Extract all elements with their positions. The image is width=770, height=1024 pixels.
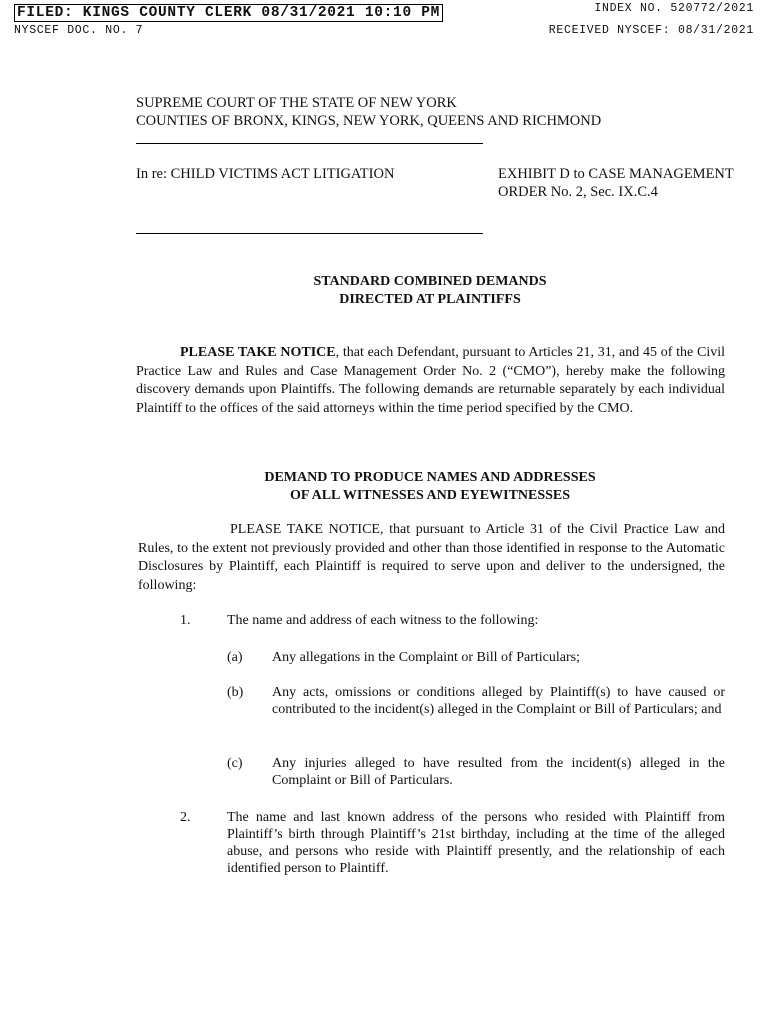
item-1c-text: Any injuries alleged to have resulted from the incident(s) alleged in the Complaint or Bill of Particulars.: [272, 756, 725, 788]
exhibit-line-1: EXHIBIT D to CASE MANAGEMENT: [498, 166, 734, 182]
item-1-number: 1.: [180, 613, 191, 628]
caption-rule-bottom: [136, 233, 483, 234]
item-1b-label: (b): [227, 685, 244, 700]
document-title: [136, 273, 724, 309]
nyscef-doc-number: NYSCEF DOC. NO. 7: [14, 24, 144, 37]
title-line-2: DIRECTED AT PLAINTIFFS: [339, 292, 521, 307]
exhibit-reference: [498, 165, 760, 201]
section-heading: [136, 469, 724, 505]
item-2-number: 2.: [180, 810, 191, 825]
item-2-text: The name and last known address of the persons who resided with Plaintiff from Plaintiff’s birth through Plaintiff’s 21st birthday, including at the time of the alleged abuse, and persons who reside with Plaintiff presently, and the relationship of each identified person to Plaintiff.: [227, 810, 725, 876]
title-line-1: STANDARD COMBINED DEMANDS: [313, 274, 547, 289]
item-1-text: The name and address of each witness to the following:: [227, 613, 539, 628]
received-date: RECEIVED NYSCEF: 08/31/2021: [548, 24, 754, 37]
case-title: In re: CHILD VICTIMS ACT LITIGATION: [136, 166, 395, 182]
court-name-line-1: SUPREME COURT OF THE STATE OF NEW YORK: [136, 95, 457, 111]
court-name-line-2: COUNTIES OF BRONX, KINGS, NEW YORK, QUEENS AND RICHMOND: [136, 113, 602, 129]
section-heading-line-2: OF ALL WITNESSES AND EYEWITNESSES: [289, 488, 571, 503]
section-heading-line-1: DEMAND TO PRODUCE NAMES AND ADDRESSES: [264, 470, 596, 485]
section-intro-paragraph: PLEASE TAKE NOTICE, that pursuant to Article 31 of the Civil Practice Law and Rules, to the extent not previously provided and other than those identified in response to the Automatic Disclosures by Plaintiff, each Plaintiff is required to serve upon and deliver to the undersigned, the following:: [138, 522, 725, 593]
filed-stamp: FILED: KINGS COUNTY CLERK 08/31/2021 10:10 PM: [14, 4, 443, 22]
item-1c-label: (c): [227, 756, 243, 771]
notice-body: , that each Defendant, pursuant to Articles 21, 31, and 45 of the Civil Practice Law and Rules and Case Management Order No. 2 (“CMO”), hereby make the following discovery demands upon Plaintiffs. The following demands are returnable separately by each individual Plaintiff to the offices of the said attorneys within the time period specified by the CMO.: [136, 345, 725, 416]
item-1b-text: Any acts, omissions or conditions alleged by Plaintiff(s) to have caused or contributed to the incident(s) alleged in the Complaint or Bill of Particulars; and: [272, 685, 725, 717]
exhibit-line-2: ORDER No. 2, Sec. IX.C.4: [498, 184, 658, 200]
notice-paragraph: [136, 344, 725, 418]
index-number: INDEX NO. 520772/2021: [594, 2, 754, 15]
caption-rule-top: [136, 143, 483, 144]
item-1a-text: Any allegations in the Complaint or Bill of Particulars;: [272, 650, 580, 665]
item-1a-label: (a): [227, 650, 243, 665]
notice-lead: PLEASE TAKE NOTICE: [180, 345, 336, 360]
